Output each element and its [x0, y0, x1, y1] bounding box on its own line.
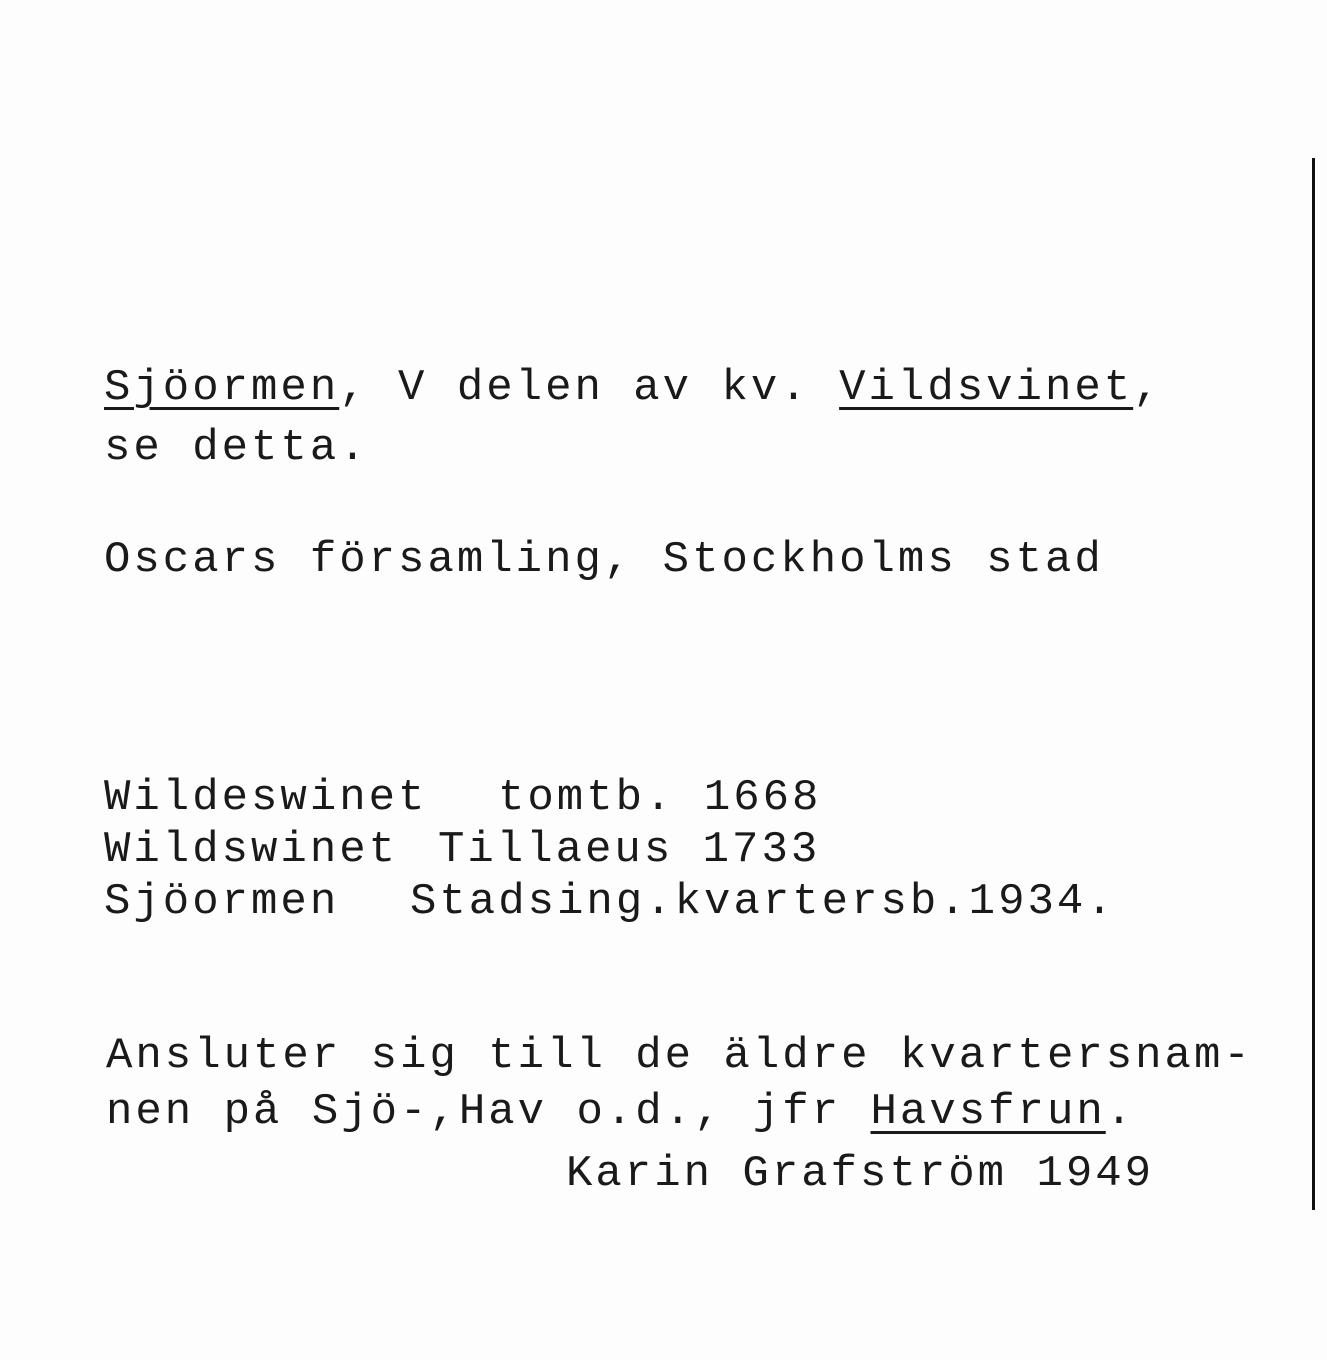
entry-line-1 [104, 362, 1163, 414]
note-reference: Havsfrun [870, 1087, 1106, 1137]
history-name: Sjöormen [104, 877, 340, 927]
card-edge-line [1312, 158, 1315, 1210]
entry-reference: Vildsvinet [839, 363, 1134, 413]
history-source: Stadsing.kvartersb.1934. [410, 877, 1116, 927]
entry-name: Sjöormen [104, 363, 340, 413]
parish-line: Oscars församling, Stockholms stad [104, 535, 1104, 585]
history-row [104, 876, 1116, 928]
note-period: . [1105, 1087, 1136, 1137]
history-source: Tillaeus 1733 [438, 825, 821, 875]
history-source: tomtb. 1668 [498, 773, 822, 823]
history-row [104, 824, 820, 876]
history-name: Wildswinet [104, 825, 399, 875]
note-text: nen på Sjö-,Hav o.d., jfr [106, 1087, 871, 1137]
signature: Karin Grafström 1949 [566, 1149, 1155, 1199]
entry-comma: , [1133, 363, 1163, 413]
entry-separator: , V delen av kv. [339, 363, 840, 413]
note-line-1: Ansluter sig till de äldre kvartersnam- [106, 1031, 1253, 1081]
history-row [104, 772, 821, 824]
history-name: Wildeswinet [104, 773, 428, 823]
entry-line-2: se detta. [104, 423, 369, 473]
note-line-2 [106, 1086, 1135, 1138]
